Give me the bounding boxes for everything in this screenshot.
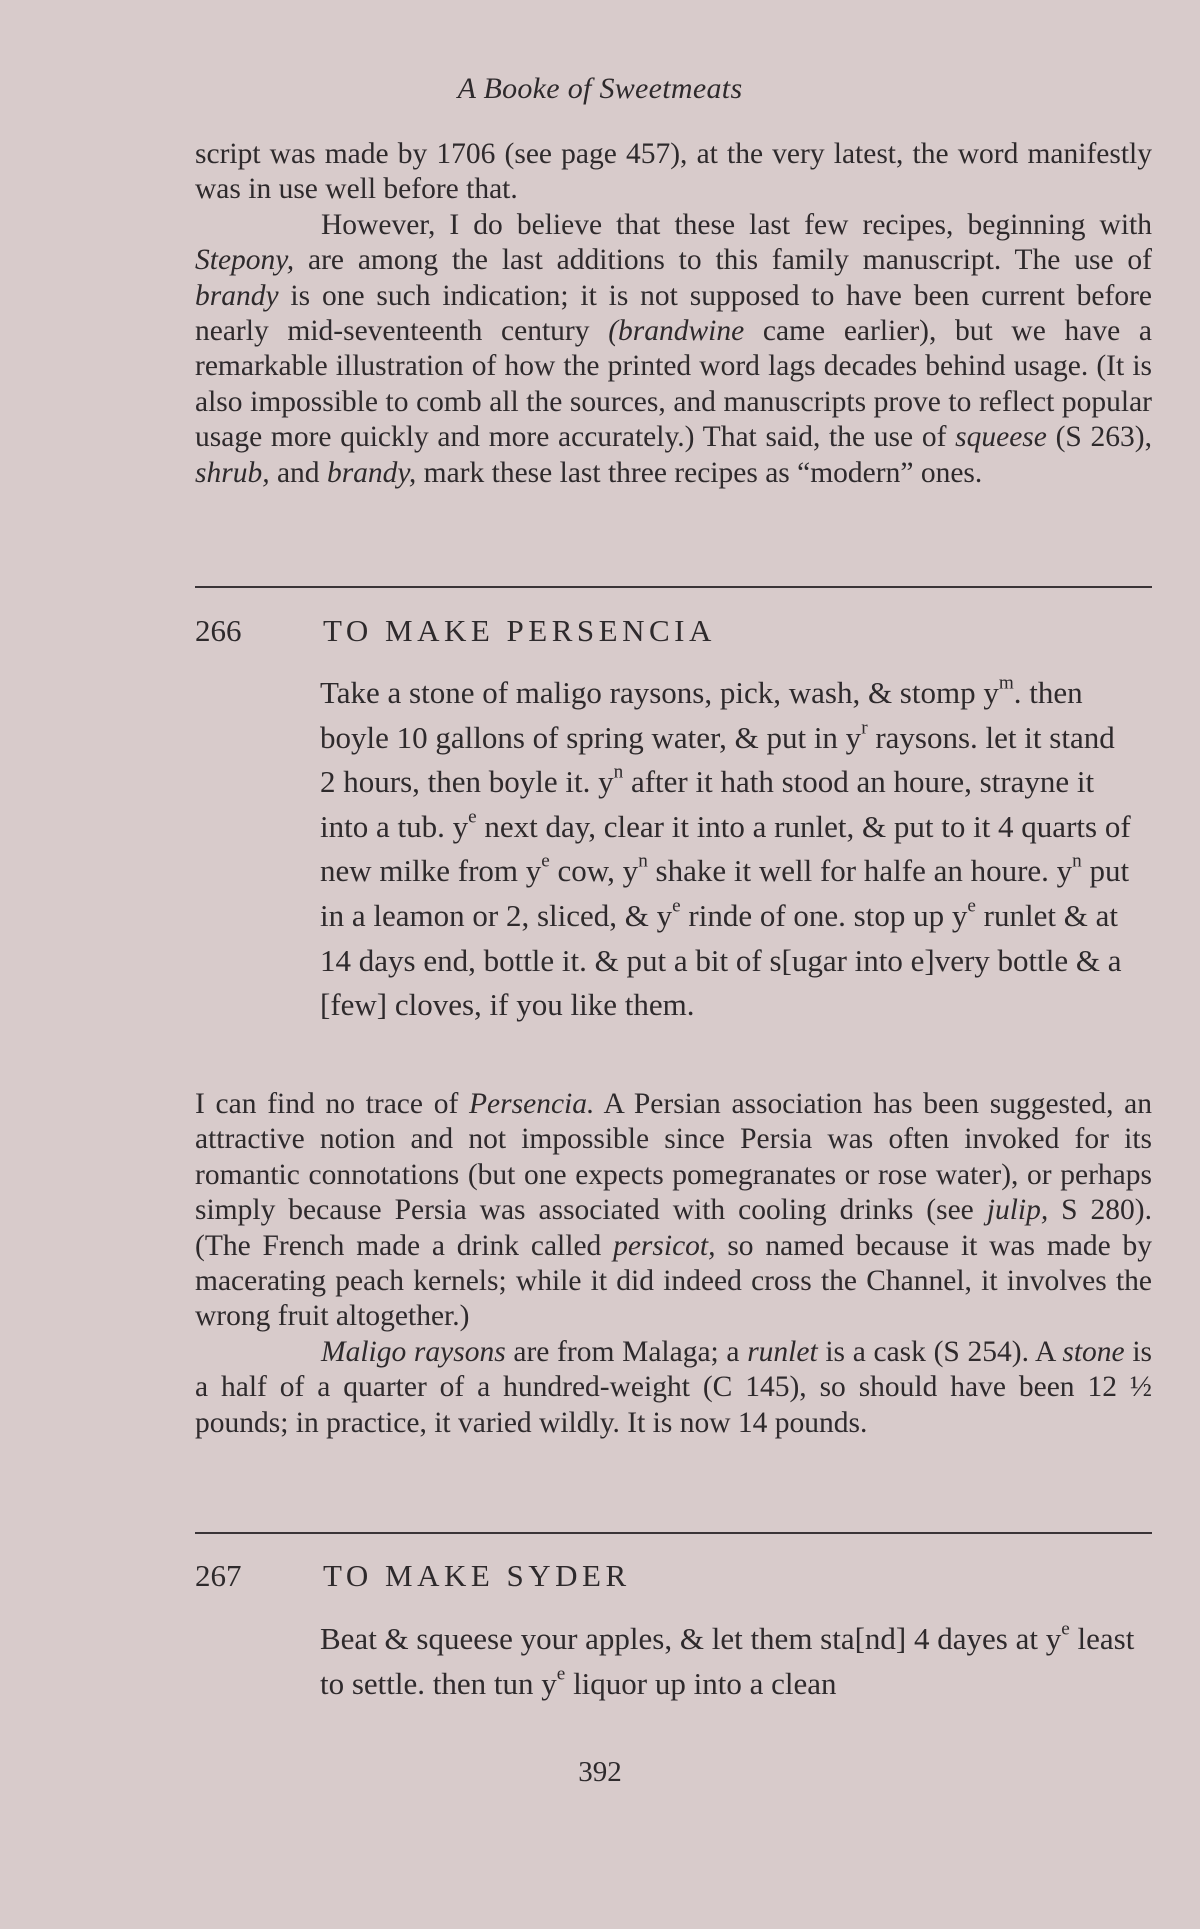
text-run: so named because it was made by macerating peach kernels; while it did indeed cross the Channel, it involves the wrong fruit altogether.) [195, 1229, 1152, 1333]
text-run: . then boyle 10 gallons of spring water, & put in y [320, 675, 1083, 755]
recipe-267-text [320, 1617, 1135, 1706]
text-run: are among the last additions to this family manuscript. The use of [294, 244, 1152, 277]
superscript: n [613, 761, 624, 783]
text-run: after it hath stood an houre, strayne it into a tub. y [320, 764, 1095, 844]
recipe-number: 266 [195, 613, 242, 648]
text-run: is a half of a quarter of a hundred-weight (C 145), so should have been 12 ½ pounds; in practice, it varied wildly. It is now 14 pounds. [195, 1335, 1152, 1439]
text-run: raysons. let it stand 2 hours, then boyle it. y [320, 719, 1115, 800]
recipe-266-commentary [195, 1087, 1152, 1441]
text-run: cow, y [549, 853, 639, 889]
recipe-paragraph [320, 1617, 1135, 1706]
superscript: n [1072, 850, 1082, 872]
intro-section [195, 137, 1152, 491]
text-run: Beat & squeese your apples, & let them sta[nd] 4 dayes at y [320, 1621, 1062, 1656]
italic-term: runlet [747, 1335, 818, 1368]
italic-term: brandy, [326, 456, 417, 489]
commentary-paragraph-1 [195, 1087, 1152, 1335]
section-divider [195, 1532, 1152, 1534]
superscript: e [541, 850, 550, 872]
superscript: n [638, 850, 648, 872]
text-run: is a cask (S 254). A [817, 1335, 1063, 1368]
text-run: runlet & at 14 days end, bottle it. & put a bit of s[ugar into e]very bottle & a [few] cloves, if you like them. [320, 897, 1122, 1023]
recipe-title: TO MAKE SYDER [323, 1558, 631, 1593]
text-run: script was made by 1706 (see page 457), at the very latest, the word manifestly was in use well before that. [195, 138, 1152, 206]
text-run: Take a stone of maligo raysons, pick, wash, & stomp y [320, 675, 999, 710]
recipe-number: 267 [195, 1558, 242, 1593]
text-run: However, I do believe that these last few recipes, beginning with [321, 208, 1152, 241]
superscript: e [672, 895, 681, 917]
text-run: (S 263), [1046, 421, 1152, 454]
superscript: e [468, 806, 477, 828]
section-divider [195, 586, 1152, 588]
text-run: put in a leamon or 2, sliced, & y [320, 853, 1130, 933]
italic-term: Maligo raysons [321, 1335, 506, 1368]
intro-paragraph-1 [195, 137, 1152, 208]
superscript: m [998, 672, 1014, 694]
recipe-title: TO MAKE PERSENCIA [323, 613, 716, 648]
text-run: mark these last three recipes as “modern” ones. [416, 456, 983, 489]
italic-term: brandy [195, 279, 279, 312]
text-run: rinde of one. stop up y [680, 897, 968, 933]
commentary-paragraph-2 [195, 1335, 1152, 1441]
text-run: I can find no trace of [195, 1088, 470, 1120]
italic-term: Stepony, [195, 244, 295, 277]
text-run: and [269, 456, 327, 489]
text-run: next day, clear it into a runlet, & put to it 4 quarts of new milke from y [320, 808, 1131, 889]
recipe-266-text [320, 671, 1135, 1028]
intro-paragraph-2 [195, 208, 1152, 491]
text-run: least to settle. then tun y [320, 1621, 1135, 1701]
superscript: r [861, 717, 868, 739]
recipe-paragraph [320, 671, 1135, 1028]
text-run: A Persian association has been suggested, an attractive notion and not impossible since Persia was often invoked for its romantic connotations (but one expects pomegranates or rose water), or perhaps simply because Persia was associated with cooling drinks (see [195, 1088, 1153, 1227]
text-run: liquor up into a clean [565, 1665, 837, 1701]
text-run: are from Malaga; a [505, 1335, 748, 1368]
superscript: e [967, 895, 976, 917]
page-number: 392 [578, 1756, 622, 1788]
italic-term: persicot, [613, 1229, 716, 1262]
italic-term: stone [1062, 1335, 1125, 1368]
italic-term: Persencia. [469, 1088, 595, 1120]
superscript: e [556, 1663, 566, 1685]
text-run: is one such indication; it is not supposed to have been current before nearly mid-seventeenth century [195, 279, 1152, 348]
text-run: S 280). (The French made a drink called [195, 1194, 1153, 1262]
italic-term: julip, [986, 1194, 1049, 1227]
italic-term: (brandwine [608, 315, 745, 348]
running-head: A Booke of Sweetmeats [457, 72, 743, 105]
text-run: came earlier), but we have a remarkable illustration of how the printed word lags decades behind usage. (It is also impossible to comb all the sources, and manuscripts prove to reflect popular usage more quickly and more accurately.) That said, the use of [195, 315, 1152, 454]
italic-term: squeese [955, 421, 1047, 454]
italic-term: shrub, [195, 456, 270, 489]
superscript: e [1061, 1618, 1070, 1640]
text-run: shake it well for halfe an houre. y [647, 853, 1073, 889]
